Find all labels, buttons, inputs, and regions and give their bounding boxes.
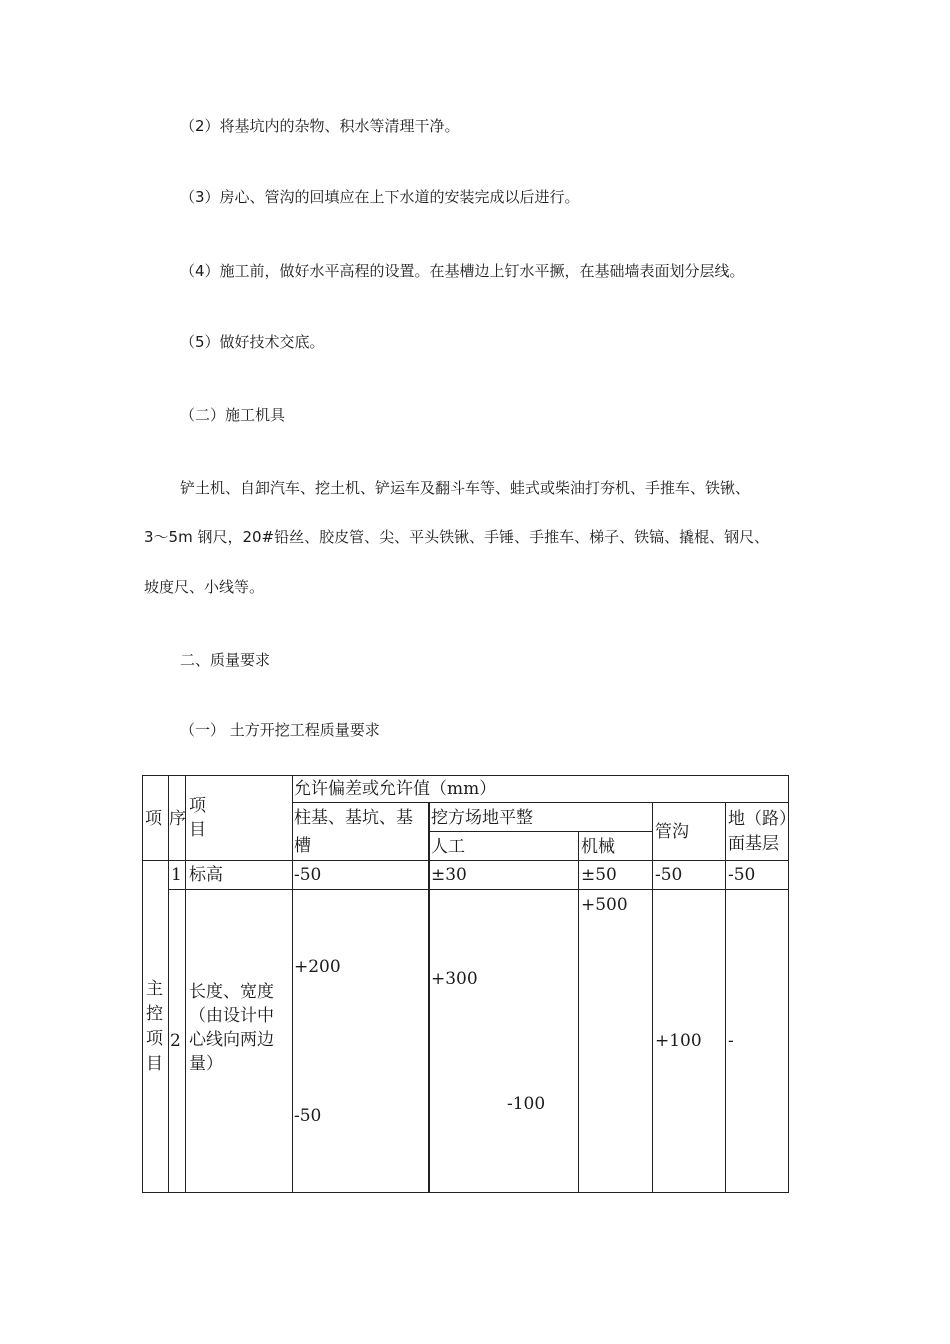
group-char-3: 项 <box>146 1029 163 1049</box>
header-ground-1: 地（路） <box>728 809 796 829</box>
subsection-heading-excavation: （一） 土方开挖工程质量要求 <box>180 721 380 739</box>
paragraph-step-3: （3）房心、管沟的回填应在上下水道的安装完成以后进行。 <box>180 188 580 206</box>
group-char-4: 目 <box>146 1054 163 1074</box>
row1-machine: ±50 <box>581 865 617 885</box>
header-manual: 人工 <box>431 837 465 857</box>
header-name-1: 项 <box>189 796 206 816</box>
header-seq: 序 <box>169 809 186 829</box>
row2-name-line-4: 量） <box>189 1054 223 1074</box>
tools-heading: （二）施工机具 <box>180 406 286 424</box>
row1-pile: -50 <box>294 865 322 885</box>
header-machine: 机械 <box>581 837 615 857</box>
row2-manual-bottom: -100 <box>507 1094 546 1114</box>
row2-manual-top: +300 <box>431 969 478 989</box>
header-tolerance: 允许偏差或允许值（mm） <box>294 779 497 799</box>
row2-pile-top: +200 <box>294 957 341 977</box>
row2-trench: +100 <box>655 1031 702 1051</box>
row1-trench: -50 <box>655 865 683 885</box>
header-pile-2: 槽 <box>294 836 311 856</box>
row2-name-line-1: 长度、宽度 <box>189 982 274 1002</box>
quality-table <box>142 775 796 1193</box>
row1-seq: 1 <box>171 865 182 885</box>
paragraph-step-5: （5）做好技术交底。 <box>180 333 325 351</box>
tools-line-1: 铲土机、自卸汽车、挖土机、铲运车及翻斗车等、蛙式或柴油打夯机、手推车、铁锹、 <box>180 479 751 497</box>
row2-name-line-3: 心线向两边 <box>189 1030 274 1050</box>
tools-line-2: 3～5m 钢尺，20#铅丝、胶皮管、尖、平头铁锹、手锤、手推车、梯子、铁镐、撬棍、钢尺、 <box>144 528 770 546</box>
row2-ground: - <box>728 1031 734 1051</box>
header-site-level: 挖方场地平整 <box>431 808 533 828</box>
row2-name-line-2: （由设计中 <box>189 1006 274 1026</box>
row1-ground: -50 <box>728 865 756 885</box>
row2-seq: 2 <box>170 1031 181 1051</box>
section-heading-quality: 二、质量要求 <box>180 651 271 669</box>
row2-machine-top: +500 <box>581 895 628 915</box>
paragraph-step-2: （2）将基坑内的杂物、积水等清理干净。 <box>180 117 460 135</box>
row2-pile-bottom: -50 <box>294 1106 322 1126</box>
header-ground-2: 面基层 <box>728 834 779 854</box>
group-char-1: 主 <box>146 979 163 999</box>
header-trench: 管沟 <box>655 822 689 842</box>
group-char-2: 控 <box>146 1004 163 1024</box>
tools-line-3: 坡度尺、小线等。 <box>144 578 265 596</box>
row1-name: 标高 <box>189 865 223 885</box>
header-name-2: 目 <box>189 820 206 840</box>
paragraph-step-4: （4）施工前，做好水平高程的设置。在基槽边上钉水平撅，在基础墙表面划分层线。 <box>180 262 745 280</box>
row1-manual: ±30 <box>431 865 467 885</box>
header-pile-1: 柱基、基坑、基 <box>294 808 413 828</box>
header-item: 项 <box>145 809 162 829</box>
